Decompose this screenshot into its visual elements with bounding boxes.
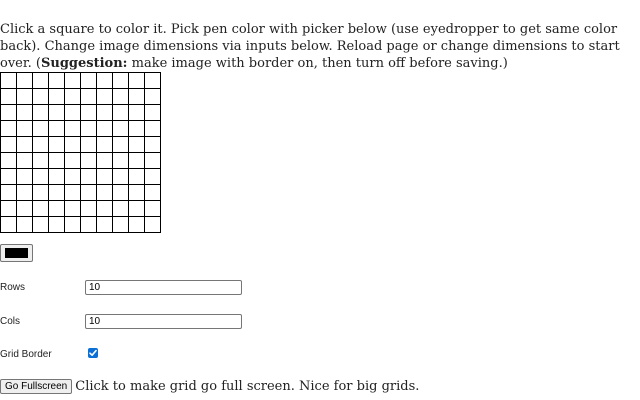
- grid-cell[interactable]: [65, 185, 81, 201]
- grid-cell[interactable]: [145, 121, 161, 137]
- grid-row: [1, 169, 161, 185]
- grid-cell[interactable]: [1, 137, 17, 153]
- grid-cell[interactable]: [145, 217, 161, 233]
- grid-cell[interactable]: [97, 89, 113, 105]
- grid-border-checkbox[interactable]: [88, 348, 98, 358]
- grid-cell[interactable]: [17, 89, 33, 105]
- grid-cell[interactable]: [129, 169, 145, 185]
- grid-cell[interactable]: [17, 73, 33, 89]
- pen-color-swatch: [5, 248, 28, 258]
- grid-cell[interactable]: [1, 153, 17, 169]
- grid-cell[interactable]: [129, 89, 145, 105]
- grid-cell[interactable]: [81, 185, 97, 201]
- grid-cell[interactable]: [49, 169, 65, 185]
- grid-cell[interactable]: [145, 89, 161, 105]
- grid-cell[interactable]: [129, 201, 145, 217]
- grid-cell[interactable]: [145, 137, 161, 153]
- grid-cell[interactable]: [33, 105, 49, 121]
- grid-cell[interactable]: [113, 89, 129, 105]
- pixel-grid: [0, 72, 161, 233]
- grid-cell[interactable]: [65, 121, 81, 137]
- grid-row: [1, 217, 161, 233]
- grid-cell[interactable]: [97, 201, 113, 217]
- grid-cell[interactable]: [33, 169, 49, 185]
- grid-cell[interactable]: [129, 105, 145, 121]
- rows-label: Rows: [0, 282, 26, 293]
- grid-row: [1, 137, 161, 153]
- grid-row: [1, 185, 161, 201]
- grid-cell[interactable]: [33, 201, 49, 217]
- grid-cell[interactable]: [81, 153, 97, 169]
- suggestion-label: Suggestion:: [41, 56, 128, 71]
- grid-cell[interactable]: [145, 73, 161, 89]
- grid-cell[interactable]: [113, 121, 129, 137]
- grid-cell[interactable]: [17, 137, 33, 153]
- grid-cell[interactable]: [49, 89, 65, 105]
- grid-cell[interactable]: [65, 201, 81, 217]
- grid-cell[interactable]: [97, 153, 113, 169]
- grid-cell[interactable]: [17, 201, 33, 217]
- fullscreen-row: [0, 379, 419, 394]
- grid-cell[interactable]: [49, 217, 65, 233]
- grid-cell[interactable]: [33, 137, 49, 153]
- grid-cell[interactable]: [97, 105, 113, 121]
- grid-cell[interactable]: [65, 89, 81, 105]
- grid-cell[interactable]: [65, 153, 81, 169]
- grid-cell[interactable]: [1, 121, 17, 137]
- grid-cell[interactable]: [65, 169, 81, 185]
- grid-cell[interactable]: [17, 121, 33, 137]
- grid-cell[interactable]: [113, 153, 129, 169]
- grid-cell[interactable]: [97, 137, 113, 153]
- grid-cell[interactable]: [113, 217, 129, 233]
- cols-label: Cols: [0, 316, 21, 327]
- grid-cell[interactable]: [113, 185, 129, 201]
- grid-cell[interactable]: [1, 185, 17, 201]
- grid-cell[interactable]: [113, 105, 129, 121]
- rows-input[interactable]: [85, 280, 242, 295]
- grid-cell[interactable]: [49, 105, 65, 121]
- grid-cell[interactable]: [33, 89, 49, 105]
- grid-row: [1, 105, 161, 121]
- cols-input[interactable]: [85, 314, 242, 329]
- pen-color-picker[interactable]: [0, 244, 33, 262]
- grid-cell[interactable]: [113, 169, 129, 185]
- grid-cell[interactable]: [145, 169, 161, 185]
- grid-row: [1, 153, 161, 169]
- grid-cell[interactable]: [97, 169, 113, 185]
- grid-cell[interactable]: [17, 153, 33, 169]
- instructions-part-2: make image with border on, then turn off before saving.): [127, 56, 508, 71]
- grid-cell[interactable]: [65, 73, 81, 89]
- grid-cell[interactable]: [97, 121, 113, 137]
- grid-cell[interactable]: [97, 217, 113, 233]
- grid-cell[interactable]: [49, 201, 65, 217]
- grid-cell[interactable]: [1, 217, 17, 233]
- grid-cell[interactable]: [145, 185, 161, 201]
- grid-row: [1, 73, 161, 89]
- checkmark-icon: [89, 349, 97, 357]
- grid-cell[interactable]: [81, 201, 97, 217]
- grid-cell[interactable]: [33, 185, 49, 201]
- grid-cell[interactable]: [1, 105, 17, 121]
- grid-cell[interactable]: [81, 137, 97, 153]
- grid-row: [1, 201, 161, 217]
- grid-cell[interactable]: [17, 105, 33, 121]
- grid-cell[interactable]: [113, 137, 129, 153]
- grid-cell[interactable]: [49, 185, 65, 201]
- instructions-text: [0, 21, 636, 72]
- grid-cell[interactable]: [97, 185, 113, 201]
- grid-cell[interactable]: [49, 137, 65, 153]
- grid-cell[interactable]: [81, 121, 97, 137]
- grid-cell[interactable]: [113, 201, 129, 217]
- grid-cell[interactable]: [17, 185, 33, 201]
- grid-cell[interactable]: [33, 217, 49, 233]
- go-fullscreen-button[interactable]: Go Fullscreen: [0, 379, 72, 394]
- grid-cell[interactable]: [81, 169, 97, 185]
- grid-cell[interactable]: [145, 153, 161, 169]
- grid-cell[interactable]: [49, 153, 65, 169]
- grid-cell[interactable]: [97, 73, 113, 89]
- grid-cell[interactable]: [81, 73, 97, 89]
- fullscreen-description: Click to make grid go full screen. Nice for big grids.: [75, 379, 420, 394]
- grid-cell[interactable]: [65, 137, 81, 153]
- grid-cell[interactable]: [1, 89, 17, 105]
- grid-cell[interactable]: [129, 137, 145, 153]
- grid-cell[interactable]: [81, 89, 97, 105]
- grid-cell[interactable]: [113, 73, 129, 89]
- grid-cell[interactable]: [81, 105, 97, 121]
- instructions-part-1: Click a square to color it. Pick pen color with picker below (use eyedropper to get same color back). Change image dimensions via inputs below. Reload page or change dimensions to start over. (: [0, 22, 620, 71]
- grid-cell[interactable]: [65, 217, 81, 233]
- grid-border-label: Grid Border: [0, 349, 52, 360]
- grid-row: [1, 89, 161, 105]
- grid-cell[interactable]: [129, 121, 145, 137]
- grid-cell[interactable]: [33, 153, 49, 169]
- grid-cell[interactable]: [145, 105, 161, 121]
- grid-cell[interactable]: [1, 169, 17, 185]
- grid-cell[interactable]: [17, 169, 33, 185]
- grid-cell[interactable]: [145, 201, 161, 217]
- grid-row: [1, 121, 161, 137]
- grid-cell[interactable]: [81, 217, 97, 233]
- grid-cell[interactable]: [33, 73, 49, 89]
- grid-cell[interactable]: [17, 217, 33, 233]
- grid-cell[interactable]: [49, 121, 65, 137]
- grid-cell[interactable]: [129, 73, 145, 89]
- grid-cell[interactable]: [65, 105, 81, 121]
- grid-cell[interactable]: [129, 153, 145, 169]
- grid-cell[interactable]: [49, 73, 65, 89]
- grid-cell[interactable]: [1, 73, 17, 89]
- grid-cell[interactable]: [129, 185, 145, 201]
- grid-cell[interactable]: [1, 201, 17, 217]
- grid-cell[interactable]: [129, 217, 145, 233]
- grid-cell[interactable]: [33, 121, 49, 137]
